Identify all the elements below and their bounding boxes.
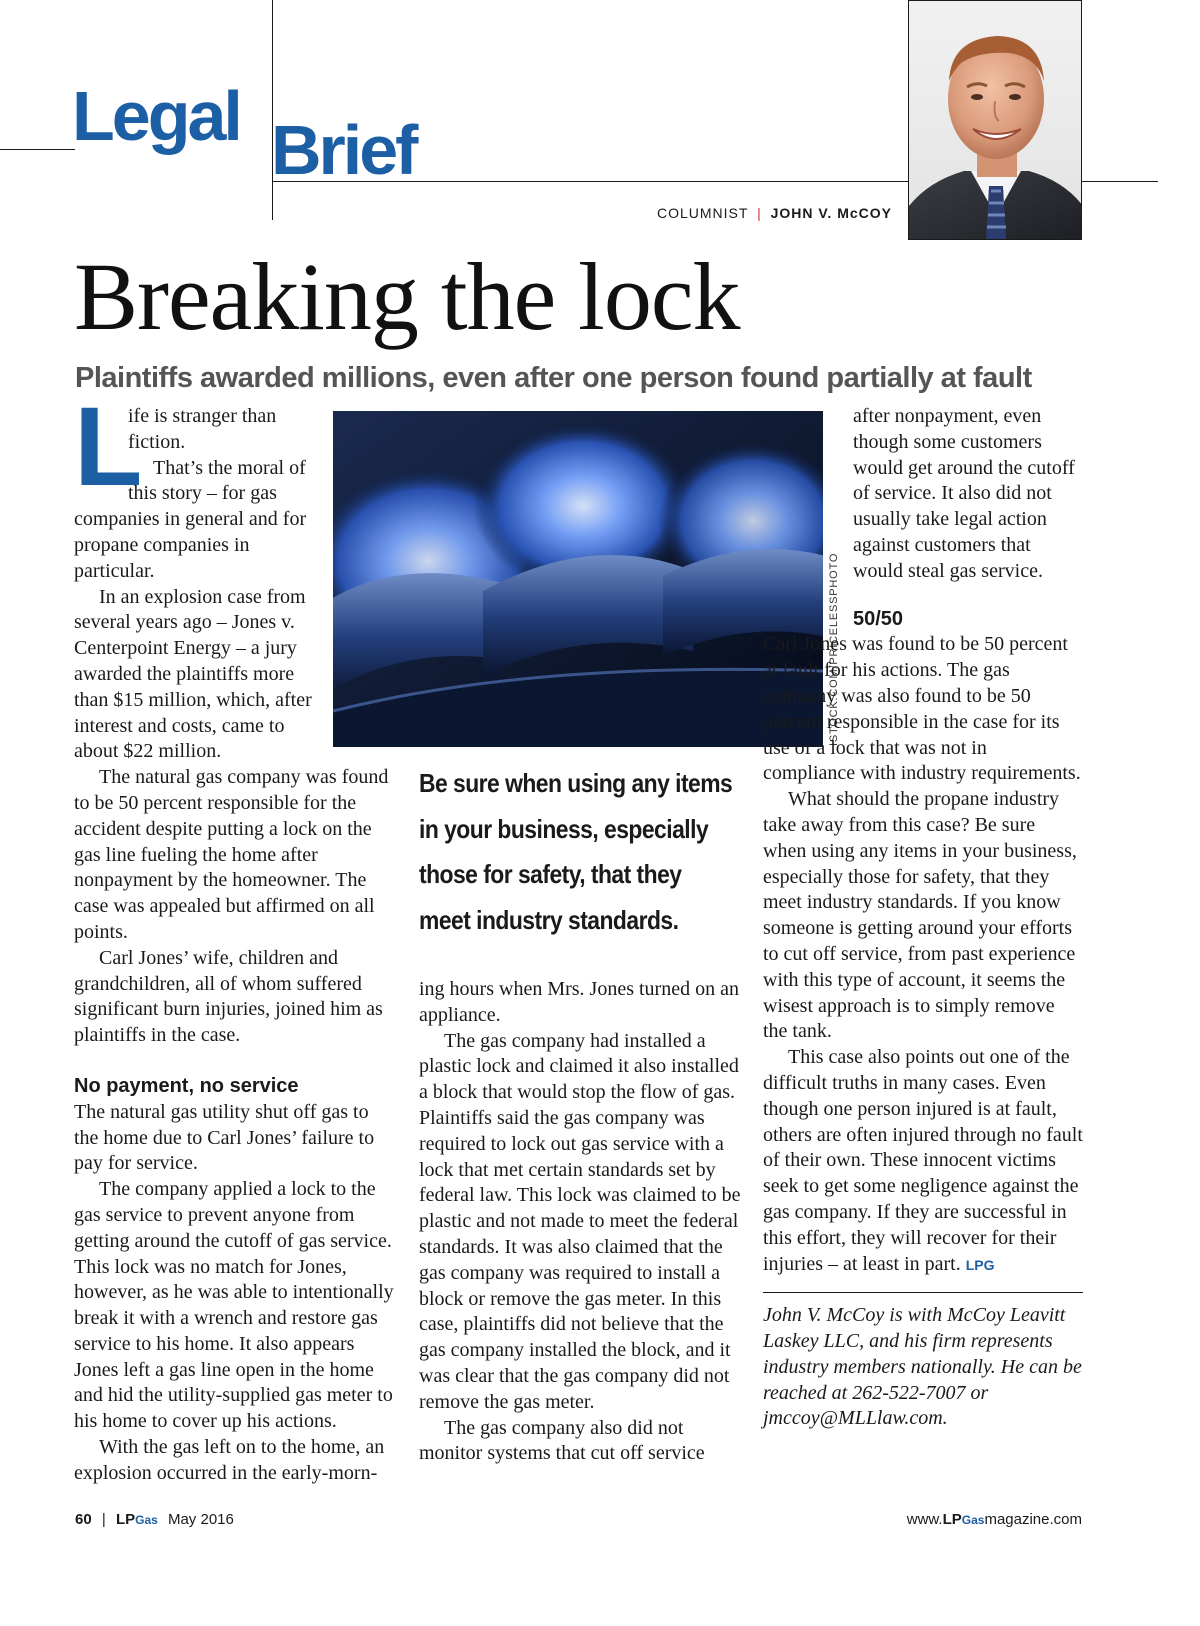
author-bio: John V. McCoy is with McCoy Leavitt Laskey LLC, and his firm represents industry members nationally. He can be reached at 262-522-7007 or jmccoy@MLLlaw.com. (763, 1304, 1082, 1430)
col1-paragraph-7: The company applied a lock to the gas service to prevent anyone from getting around the cutoff of gas service. This lock was no match for Jones, however, as he was able to intentionally break it with a wrench and restore gas service to his home. It also appears Jones left a gas line open in the home and hid the utility-supplied gas meter to his home to cover up his actions. (74, 1178, 394, 1433)
columnist-portrait (908, 0, 1082, 240)
logo-word-brief: Brief (271, 111, 416, 189)
header-rule-far-right (1082, 181, 1158, 182)
pull-quote-line-3: those for safety, that they (419, 859, 682, 889)
col1-paragraph-5: Carl Jones’ wife, children and grandchildren, all of whom suffered significant burn injuries, joined him as plaintiffs in the case. (74, 946, 383, 1047)
col3-paragraph-4-text: This case also points out one of the difficult truths in many cases. Even though one person injured is at fault, others are often injured through no fault of their own. These innocent victims seek to get some negligence against the gas company. If they are successful in this effort, they will recover for their injuries – at least in part. (763, 1046, 1083, 1275)
col3-paragraph-4 (763, 1045, 1083, 1278)
col3-paragraph-3: What should the propane industry take away from this case? Be sure when using any items in your business, especially those for safety, that they meet industry standards. If you know someone is getting around your efforts to cut off service, from past experience with this type of account, it seems the wisest approach is to simply remove the tank. (763, 788, 1077, 1043)
article-column-2 (419, 977, 741, 1467)
burner-illustration (333, 411, 823, 747)
legal-brief-logo (72, 76, 462, 189)
url-gas: Gas (961, 1513, 985, 1527)
bio-rule (763, 1292, 1083, 1293)
pull-quote (419, 761, 745, 943)
gas-burner-photo (333, 411, 823, 747)
article-title: Breaking the lock (74, 243, 740, 350)
col1-subhead: No payment, no service (74, 1074, 299, 1097)
header-rule-left (0, 149, 75, 150)
footer-separator: | (101, 1511, 106, 1528)
columnist-byline (560, 205, 892, 221)
col2-paragraph-3: The gas company also did not monitor systems that cut off service (419, 1416, 705, 1465)
magazine-name (116, 1511, 162, 1528)
pull-quote-line-2: in your business, especially (419, 813, 709, 844)
col3-subhead: 50/50 (853, 607, 904, 630)
col1-paragraph-2: That’s the moral of this story – for gas companies in general and for propane companies in particular. (74, 456, 307, 582)
url-lp: LP (942, 1511, 962, 1528)
pull-quote-line-1: Be sure when using any items (419, 768, 733, 798)
footer-left (75, 1511, 234, 1528)
issue-date: May 2016 (167, 1511, 234, 1528)
photo-credit: ISTOCK.COM/PRICELESSPHOTO (828, 552, 840, 746)
footer-url[interactable] (880, 1511, 1082, 1528)
col1-paragraph-4: The natural gas company was found to be 50 percent responsible for the accident despite putting a lock on the gas line fueling the home after nonpayment by the homeowner. The case was appealed but affirmed on all points. (74, 766, 389, 943)
magazine-gas: Gas (135, 1513, 158, 1527)
end-mark: LPG (965, 1256, 995, 1273)
columnist-name: JOHN V. McCOY (770, 205, 892, 221)
columnist-label: COLUMNIST (656, 205, 749, 221)
col3-paragraph-1: after nonpayment, even though some customers would get around the cutoff of service. It also did not usually take legal action against customers that would steal gas service. (853, 405, 1075, 582)
col2-paragraph-2: The gas company had installed a plastic lock and claimed it also installed a block that would stop the flow of gas. Plaintiffs said the gas company was required to lock out gas service with a lock that met certain standards set by federal law. This lock was claimed to be plastic and not made to meet the federal standards. It was also claimed that the gas company was required to install a block or remove the gas meter. In this case, plaintiffs did not believe that the gas company installed the block, and it was clear that the gas company did not remove the gas meter. (419, 1029, 741, 1413)
article-deck: Plaintiffs awarded millions, even after one person found partially at fault (75, 362, 1032, 394)
col1-paragraph-6: The natural gas utility shut off gas to the home due to Carl Jones’ failure to pay for service. (74, 1100, 375, 1175)
page-number: 60 (75, 1511, 92, 1528)
portrait-illustration (909, 1, 1082, 240)
byline-separator: | (757, 205, 762, 221)
logo-word-legal: Legal (72, 77, 240, 155)
col3-paragraph-2-text: Carl Jones was found to be 50 percent at fault for his actions. The gas company was also found to be 50 percent responsible in the case for its use of a lock that was not in compliance with industry requirements. (763, 633, 1081, 785)
article-column-1 (74, 384, 394, 1487)
article-column-3 (763, 404, 1083, 1432)
col1-paragraph-1: ife is stranger than fiction. (128, 405, 277, 453)
magazine-lp: LP (115, 1511, 136, 1528)
drop-cap: L (74, 384, 143, 509)
col1-paragraph-8: With the gas left on to the home, an explosion occurred in the early-morn- (74, 1436, 385, 1484)
url-suffix: magazine.com (984, 1511, 1082, 1528)
pull-quote-line-4: meet industry standards. (419, 904, 679, 935)
col1-paragraph-3: In an explosion case from several years ago – Jones v. Centerpoint Energy – a jury awarded the plaintiffs more than $15 million, which, after interest and costs, came to about $22 million. (74, 585, 312, 763)
url-prefix: www. (906, 1511, 943, 1528)
col3-paragraph-2 (763, 632, 1083, 787)
col2-paragraph-1: ing hours when Mrs. Jones turned on an appliance. (419, 978, 739, 1026)
